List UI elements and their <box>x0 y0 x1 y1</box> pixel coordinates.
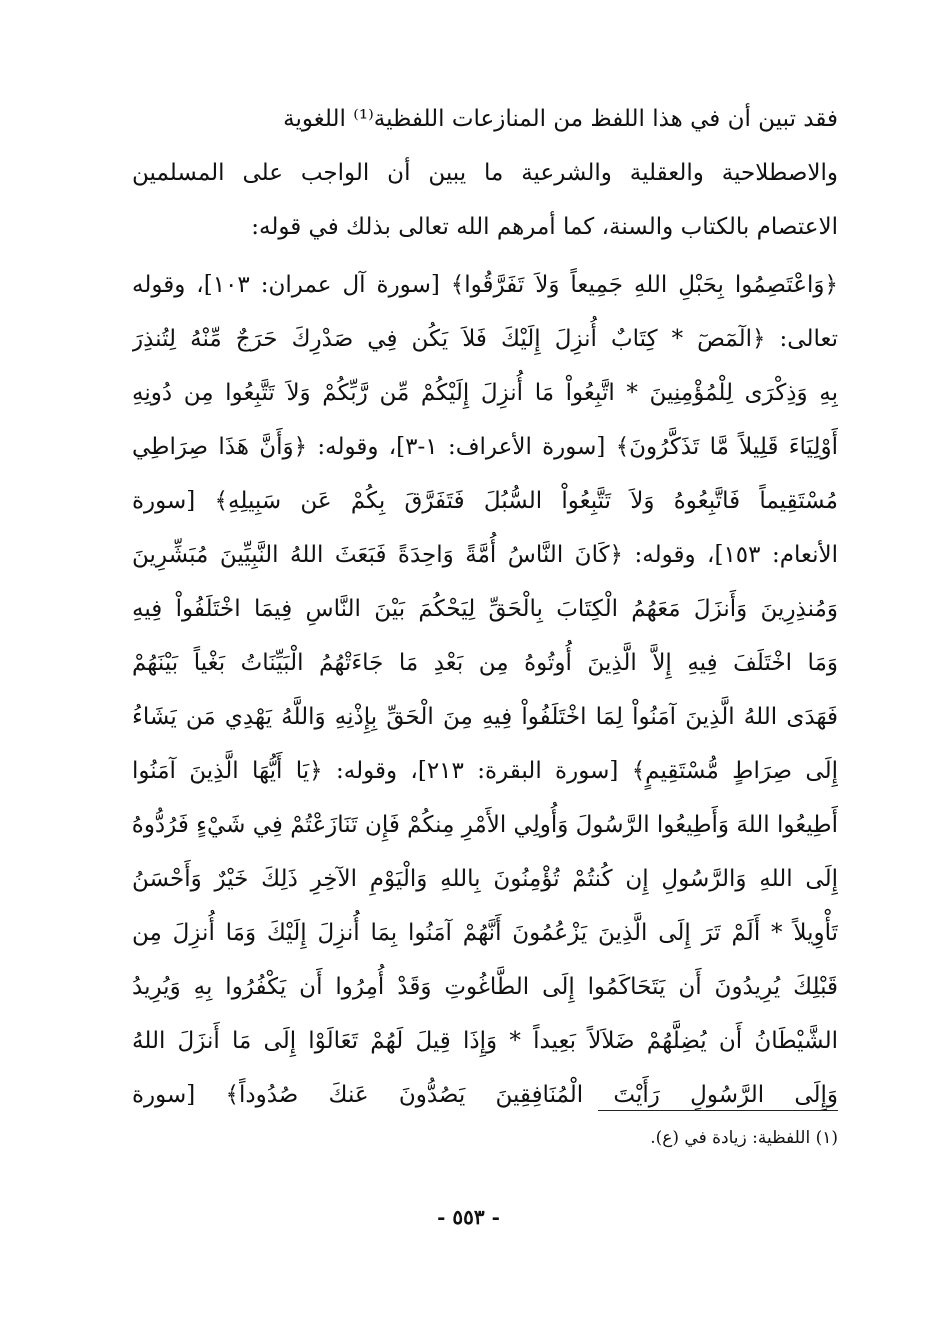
text-line: وَمُنذِرِينَ وَأَنزَلَ مَعَهُمُ الْكِتَابَ بِالْحَقِّ لِيَحْكُمَ بَيْنَ النَّاسِ فِيمَا اخْتَلَفُواْ فِيهِ <box>132 596 838 622</box>
text-line: وَإِلَى الرَّسُولِ رَأَيْتَ الْمُنَافِقِينَ يَصُدُّونَ عَنكَ صُدُوداً﴾ [سورة <box>132 1082 838 1108</box>
body-text <box>132 92 838 1122</box>
text-line: إِلَى اللهِ وَالرَّسُولِ إِن كُنتُمْ تُؤْمِنُونَ بِاللهِ وَالْيَوْمِ الآخِرِ ذَلِكَ خَيْرٌ وَأَحْسَنُ <box>132 866 838 892</box>
text-line: الشَّيْطَانُ أَن يُضِلَّهُمْ ضَلاَلاً بَعِيداً * وَإِذَا قِيلَ لَهُمْ تَعَالَوْا إِلَى مَا أَنزَلَ اللهُ <box>132 1028 838 1054</box>
text-line: تعالى: ﴿الٓمٓصٓ * كِتَابٌ أُنزِلَ إِلَيْكَ فَلاَ يَكُن فِي صَدْرِكَ حَرَجٌ مِّنْهُ لِتُنذِرَ <box>132 326 838 352</box>
text-line: ﴿وَاعْتَصِمُوا بِحَبْلِ اللهِ جَمِيعاً وَلاَ تَفَرَّقُوا﴾ [سورة آل عمران: ١٠٣]، وقوله <box>132 272 838 298</box>
footnote-divider <box>598 1110 838 1111</box>
text-line: الأنعام: ١٥٣]، وقوله: ﴿كَانَ النَّاسُ أُمَّةً وَاحِدَةً فَبَعَثَ اللهُ النَّبِيِّينَ مُبَشِّرِينَ <box>132 542 838 568</box>
text-line: قَبْلِكَ يُرِيدُونَ أَن يَتَحَاكَمُوا إِلَى الطَّاغُوتِ وَقَدْ أُمِرُوا أَن يَكْفُرُوا بِهِ وَيُرِيدُ <box>132 974 838 1000</box>
text-line: أَوْلِيَاءَ قَلِيلاً مَّا تَذَكَّرُونَ﴾ [سورة الأعراف: ١-٣]، وقوله: ﴿وَأَنَّ هَذَا صِرَاطِي <box>132 434 838 460</box>
text-line: تَأْوِيلاً * أَلَمْ تَرَ إِلَى الَّذِينَ يَزْعُمُونَ أَنَّهُمْ آمَنُوا بِمَا أُنزِلَ إِلَيْكَ وَمَا أُنزِلَ مِن <box>132 920 838 946</box>
text-line: فَهَدَى اللهُ الَّذِينَ آمَنُواْ لِمَا اخْتَلَفُواْ فِيهِ مِنَ الْحَقِّ بِإِذْنِهِ وَاللَّهُ يَهْدِي مَن يَشَاءُ <box>132 704 838 730</box>
text-line: بِهِ وَذِكْرَى لِلْمُؤْمِنِينَ * اتَّبِعُواْ مَا أُنزِلَ إِلَيْكُمْ مِّن رَّبِّكُمْ وَلاَ تَتَّبِعُوا مِن دُونِهِ <box>132 380 838 406</box>
text-line: والاصطلاحية والعقلية والشرعية ما يبين أن الواجب على المسلمين <box>132 160 838 186</box>
page-number: - ٥٥٣ - <box>437 1205 500 1229</box>
text-line: الاعتصام بالكتاب والسنة، كما أمرهم الله تعالى بذلك في قوله: <box>251 214 838 240</box>
text-line: أَطِيعُوا اللهَ وَأَطِيعُوا الرَّسُولَ وَأُولِي الأَمْرِ مِنكُمْ فَإِن تَنَازَعْتُمْ فِي شَيْءٍ فَرُدُّوهُ <box>132 812 838 838</box>
text-line: وَمَا اخْتَلَفَ فِيهِ إِلاَّ الَّذِينَ أُوتُوهُ مِن بَعْدِ مَا جَاءَتْهُمُ الْبَيِّنَاتُ بَغْياً بَيْنَهُمْ <box>132 650 838 676</box>
footnote: (١) اللفظية: زيادة في (ع). <box>650 1128 838 1148</box>
text-line: فقد تبين أن في هذا اللفظ من المنازعات اللفظية⁽¹⁾ اللغوية <box>283 106 838 132</box>
text-line: إِلَى صِرَاطٍ مُّسْتَقِيمٍ﴾ [سورة البقرة: ٢١٣]، وقوله: ﴿يَا أَيُّهَا الَّذِينَ آمَنُوا <box>132 758 838 784</box>
text-line: مُسْتَقِيماً فَاتَّبِعُوهُ وَلاَ تَتَّبِعُواْ السُّبُلَ فَتَفَرَّقَ بِكُمْ عَن سَبِيلِهِ﴾ [سورة <box>132 488 838 514</box>
